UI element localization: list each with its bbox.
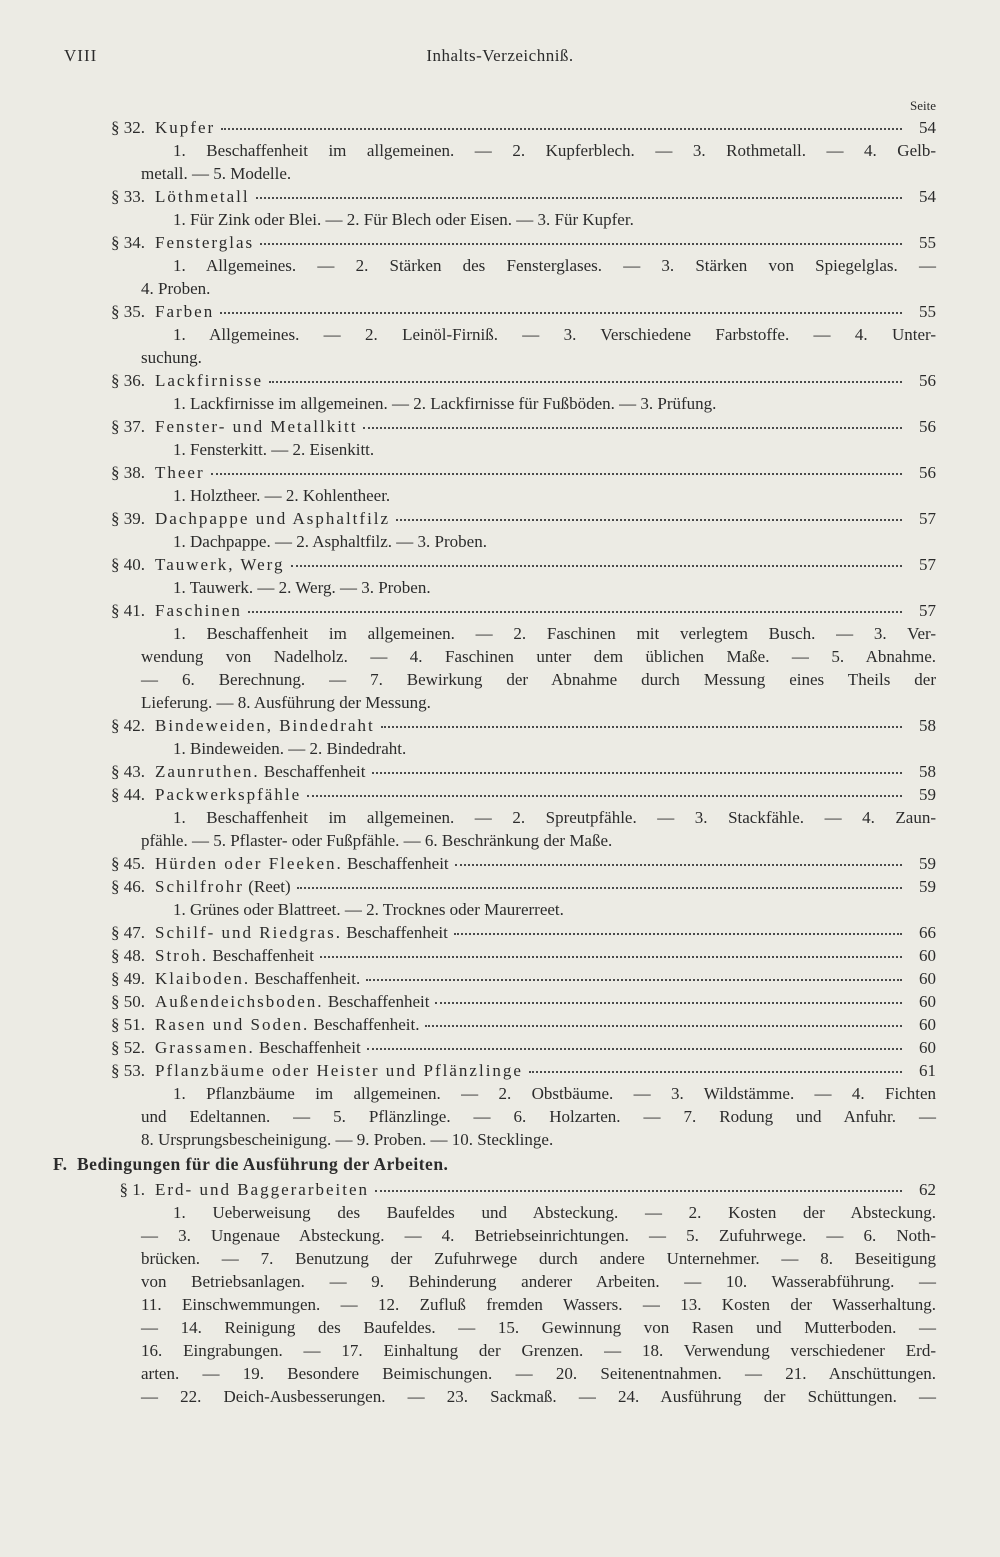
toc-subitems: [62, 1385, 936, 1408]
section-number: § 35.: [111, 302, 145, 321]
section-number: § 44.: [111, 785, 145, 804]
page-ref: 59: [919, 854, 936, 873]
entry-title-extra: Beschaffenheit.: [313, 1015, 420, 1034]
entry-title: Klaiboden.: [155, 969, 251, 988]
section-number: § 33.: [111, 187, 145, 206]
toc-entry: [62, 944, 936, 967]
toc-entry: [62, 760, 936, 783]
page-ref: 57: [919, 555, 936, 574]
toc-subitems: [62, 139, 936, 162]
toc-subitems: [62, 346, 936, 369]
dot-leader: [396, 518, 902, 521]
entry-title: Außendeichsboden.: [155, 992, 324, 1011]
page-ref: 57: [919, 509, 936, 528]
page-ref: 55: [919, 302, 936, 321]
toc-entry: [62, 714, 936, 737]
page-ref: 55: [919, 233, 936, 252]
entry-title: Fenster- und Metallkitt: [155, 417, 358, 436]
toc-entry: [62, 1178, 936, 1201]
page-ref: 58: [919, 716, 936, 735]
toc-subitems: [62, 829, 936, 852]
entry-title-wrap: [145, 185, 250, 208]
entry-title-extra: Beschaffenheit: [347, 854, 449, 873]
dot-leader: [366, 978, 902, 981]
entry-title: Stroh.: [155, 946, 209, 965]
dot-leader: [372, 771, 902, 774]
entry-title-wrap: [145, 507, 390, 530]
entry-title-wrap: [145, 599, 242, 622]
toc-entry: [62, 300, 936, 323]
entry-title-wrap: [145, 553, 285, 576]
entry-title-wrap: [145, 852, 449, 875]
entry-title-extra: Beschaffenheit: [212, 946, 314, 965]
entry-title-wrap: [145, 990, 429, 1013]
subitem-text: und Edeltannen. — 5. Pflänzlinge. — 6. Holzarten. — 7. Rodung und Anfuhr. —: [141, 1107, 936, 1126]
toc-subitems: [62, 438, 936, 461]
dot-leader: [260, 242, 902, 245]
page-ref: 60: [919, 946, 936, 965]
entry-title-wrap: [145, 461, 205, 484]
page-ref: 59: [919, 877, 936, 896]
entry-title-wrap: [145, 760, 366, 783]
toc-subitems: [62, 898, 936, 921]
subitem-text: 4. Proben.: [141, 279, 211, 298]
page-ref: 57: [919, 601, 936, 620]
dot-leader: [367, 1047, 902, 1050]
dot-leader: [269, 380, 902, 383]
toc-entry: [62, 599, 936, 622]
toc-entry: [62, 852, 936, 875]
subitem-text: 1. Fensterkitt. — 2. Eisenkitt.: [173, 440, 375, 459]
toc-subitems: [62, 323, 936, 346]
toc-subitems: [62, 622, 936, 645]
subitem-text: 11. Einschwemmungen. — 12. Zufluß fremden Wassers. — 13. Kosten der Wasserhaltung.: [141, 1295, 936, 1314]
entry-title: Theer: [155, 463, 205, 482]
toc-subitems: [62, 1293, 936, 1316]
entry-title-wrap: [145, 783, 301, 806]
toc-entry: [62, 231, 936, 254]
dot-leader: [425, 1024, 902, 1027]
subitem-text: 1. Allgemeines. — 2. Leinöl-Firniß. — 3. Verschiedene Farbstoffe. — 4. Unter-: [173, 325, 936, 344]
page-ref: 66: [919, 923, 936, 942]
toc-subitems: [62, 691, 936, 714]
dot-leader: [363, 426, 902, 429]
subitem-text: 1. Allgemeines. — 2. Stärken des Fensterglases. — 3. Stärken von Spiegelglas. —: [173, 256, 936, 275]
page-ref: 61: [919, 1061, 936, 1080]
section-number: § 47.: [111, 923, 145, 942]
subitem-text: — 6. Berechnung. — 7. Bewirkung der Abnahme durch Messung eines Theils der: [141, 670, 936, 689]
dot-leader: [221, 127, 902, 130]
toc-subitems: [62, 1201, 936, 1224]
toc-subitems: [62, 1247, 936, 1270]
subitem-text: 16. Eingrabungen. — 17. Einhaltung der Grenzen. — 18. Verwendung verschiedener Erd-: [141, 1341, 936, 1360]
page-ref: 54: [919, 118, 936, 137]
entry-title-wrap: [145, 369, 263, 392]
entry-title-wrap: [145, 1178, 369, 1201]
subitem-text: — 3. Ungenaue Absteckung. — 4. Betriebseinrichtungen. — 5. Zufuhrwege. — 6. Noth-: [141, 1226, 936, 1245]
entry-title-wrap: [145, 1013, 419, 1036]
dot-leader: [320, 955, 902, 958]
part-title: Bedingungen für die Ausführung der Arbeiten.: [77, 1154, 449, 1174]
subitem-text: von Betriebsanlagen. — 9. Behinderung anderer Arbeiten. — 10. Wasserabführung. —: [141, 1272, 936, 1291]
toc-subitems: [62, 392, 936, 415]
section-number: § 50.: [111, 992, 145, 1011]
entry-title-wrap: [145, 1036, 361, 1059]
dot-leader: [454, 932, 902, 935]
toc-subitems: [62, 484, 936, 507]
page-ref: 60: [919, 992, 936, 1011]
entry-title-extra: Beschaffenheit.: [254, 969, 361, 988]
entry-title: Zaunruthen.: [155, 762, 260, 781]
section-number: § 36.: [111, 371, 145, 390]
dot-leader: [381, 725, 902, 728]
entry-title-wrap: [145, 415, 357, 438]
toc-entry: [62, 553, 936, 576]
page-ref: 58: [919, 762, 936, 781]
subitem-text: 1. Tauwerk. — 2. Werg. — 3. Proben.: [173, 578, 431, 597]
toc-entry: [62, 461, 936, 484]
entry-title-wrap: [145, 300, 214, 323]
entry-title-wrap: [145, 921, 448, 944]
page-ref: 62: [919, 1180, 936, 1199]
section-number: § 51.: [111, 1015, 145, 1034]
page-ref: 60: [919, 969, 936, 988]
subitem-text: — 22. Deich-Ausbesserungen. — 23. Sackmaß. — 24. Ausführung der Schüttungen. —: [141, 1387, 936, 1406]
entry-title-extra: Beschaffenheit: [327, 992, 430, 1011]
entry-title-extra: Beschaffenheit: [259, 1038, 361, 1057]
toc-lines: [53, 116, 936, 1408]
subitem-text: 1. Grünes oder Blattreet. — 2. Trocknes oder Maurerreet.: [173, 900, 564, 919]
subitem-text: 1. Dachpappe. — 2. Asphaltfilz. — 3. Proben.: [173, 532, 487, 551]
table-of-contents: [53, 98, 936, 1408]
entry-title: Grassamen.: [155, 1038, 255, 1057]
subitem-text: arten. — 19. Besondere Beimischungen. — 20. Seitenentnahmen. — 21. Anschüttungen.: [141, 1364, 936, 1383]
page-header: [0, 46, 1000, 72]
dot-leader: [307, 794, 902, 797]
toc-subitems: [62, 1339, 936, 1362]
section-number: § 53.: [111, 1061, 145, 1080]
dot-leader: [248, 610, 902, 613]
toc-entry: [62, 185, 936, 208]
dot-leader: [375, 1189, 902, 1192]
subitem-text: suchung.: [141, 348, 202, 367]
entry-title-wrap: [145, 714, 375, 737]
subitem-text: metall. — 5. Modelle.: [141, 164, 292, 183]
page-ref: 56: [919, 371, 936, 390]
toc-subitems: [62, 576, 936, 599]
section-number: § 38.: [111, 463, 145, 482]
subitem-text: 1. Beschaffenheit im allgemeinen. — 2. Kupferblech. — 3. Rothmetall. — 4. Gelb-: [173, 141, 936, 160]
toc-entry: [62, 967, 936, 990]
subitem-text: 1. Bindeweiden. — 2. Bindedraht.: [173, 739, 407, 758]
page-ref: 59: [919, 785, 936, 804]
entry-title: Dachpappe und Asphaltfilz: [155, 509, 391, 528]
dot-leader: [455, 863, 902, 866]
page-ref: 54: [919, 187, 936, 206]
section-number: § 42.: [111, 716, 145, 735]
entry-title: Farben: [155, 302, 215, 321]
toc-subitems: [62, 806, 936, 829]
toc-subitems: [62, 1128, 936, 1151]
section-number: § 46.: [111, 877, 145, 896]
entry-title: Bindeweiden, Bindedraht: [155, 716, 375, 735]
toc-entry: [62, 507, 936, 530]
entry-title-extra: (Reet): [248, 877, 291, 896]
entry-title: Fensterglas: [155, 233, 255, 252]
page-ref: 56: [919, 463, 936, 482]
toc-subitems: [62, 1082, 936, 1105]
entry-title-extra: Beschaffenheit: [346, 923, 448, 942]
page-ref: 56: [919, 417, 936, 436]
section-number: § 48.: [111, 946, 145, 965]
section-number: § 43.: [111, 762, 145, 781]
subitem-text: 1. Pflanzbäume im allgemeinen. — 2. Obstbäume. — 3. Wildstämme. — 4. Fichten: [173, 1084, 936, 1103]
toc-entry: [62, 875, 936, 898]
subitem-text: — 14. Reinigung des Baufeldes. — 15. Gewinnung von Rasen und Mutterboden. —: [141, 1318, 936, 1337]
toc-subitems: [62, 1270, 936, 1293]
section-number: § 39.: [111, 509, 145, 528]
dot-leader: [211, 472, 902, 475]
entry-title: Lackfirnisse: [155, 371, 264, 390]
subitem-text: 1. Holztheer. — 2. Kohlentheer.: [173, 486, 391, 505]
toc-subitems: [62, 254, 936, 277]
section-number: § 37.: [111, 417, 145, 436]
subitem-text: Lieferung. — 8. Ausführung der Messung.: [141, 693, 431, 712]
page-ref: 60: [919, 1038, 936, 1057]
page-column-label: Seite: [910, 98, 936, 113]
dot-leader: [256, 196, 902, 199]
entry-title-wrap: [145, 944, 314, 967]
toc-entry: [62, 415, 936, 438]
dot-leader: [435, 1001, 902, 1004]
entry-title: Schilf- und Riedgras.: [155, 923, 342, 942]
page-number: VIII: [64, 46, 98, 65]
section-number: § 45.: [111, 854, 145, 873]
toc-entry: [62, 921, 936, 944]
dot-leader: [291, 564, 902, 567]
entry-title-wrap: [145, 116, 215, 139]
section-number: § 41.: [111, 601, 145, 620]
subitem-text: 1. Beschaffenheit im allgemeinen. — 2. Faschinen mit verlegtem Busch. — 3. Ver-: [173, 624, 936, 643]
part-letter: F.: [53, 1154, 68, 1174]
toc-subitems: [62, 1316, 936, 1339]
toc-entry: [62, 1036, 936, 1059]
section-number: § 49.: [111, 969, 145, 988]
section-number: § 52.: [111, 1038, 145, 1057]
entry-title: Hürden oder Fleeken.: [155, 854, 343, 873]
section-number: § 1.: [119, 1180, 145, 1199]
toc-subitems: [62, 668, 936, 691]
toc-entry: [62, 369, 936, 392]
toc-entry: [62, 116, 936, 139]
toc-entry: [62, 783, 936, 806]
subitem-text: 1. Für Zink oder Blei. — 2. Für Blech oder Eisen. — 3. Für Kupfer.: [173, 210, 634, 229]
subitem-text: 1. Beschaffenheit im allgemeinen. — 2. Spreutpfähle. — 3. Stackfähle. — 4. Zaun-: [173, 808, 936, 827]
dot-leader: [297, 886, 902, 889]
entry-title-wrap: [145, 1059, 523, 1082]
dot-leader: [220, 311, 902, 314]
toc-subitems: [62, 277, 936, 300]
entry-title: Schilfrohr: [155, 877, 244, 896]
page-ref: 60: [919, 1015, 936, 1034]
entry-title-wrap: [145, 231, 254, 254]
toc-subitems: [62, 1362, 936, 1385]
section-number: § 32.: [111, 118, 145, 137]
toc-subitems: [62, 162, 936, 185]
toc-subitems: [62, 737, 936, 760]
section-number: § 40.: [111, 555, 145, 574]
entry-title: Erd- und Baggerarbeiten: [155, 1180, 370, 1199]
subitem-text: pfähle. — 5. Pflaster- oder Fußpfähle. — 6. Beschränkung der Maße.: [141, 831, 613, 850]
toc-entry: [62, 1013, 936, 1036]
entry-title-wrap: [145, 967, 360, 990]
entry-title: Pflanzbäume oder Heister und Pflänzlinge: [155, 1061, 523, 1080]
entry-title: Faschinen: [155, 601, 242, 620]
toc-subitems: [62, 1224, 936, 1247]
toc-subitems: [62, 1105, 936, 1128]
subitem-text: 1. Ueberweisung des Baufeldes und Absteckung. — 2. Kosten der Absteckung.: [173, 1203, 936, 1222]
toc-entry: [62, 990, 936, 1013]
subitem-text: 1. Lackfirnisse im allgemeinen. — 2. Lackfirnisse für Fußböden. — 3. Prüfung.: [173, 394, 717, 413]
entry-title: Packwerkspfähle: [155, 785, 302, 804]
part-heading: [53, 1151, 936, 1178]
subitem-text: brücken. — 7. Benutzung der Zufuhrwege durch andere Unternehmer. — 8. Beseitigung: [141, 1249, 936, 1268]
entry-title: Tauwerk, Werg: [155, 555, 285, 574]
toc-subitems: [62, 530, 936, 553]
toc-entry: [62, 1059, 936, 1082]
entry-title-extra: Beschaffenheit: [263, 762, 366, 781]
dot-leader: [529, 1070, 902, 1073]
toc-subitems: [62, 208, 936, 231]
entry-title: Rasen und Soden.: [155, 1015, 310, 1034]
subitem-text: wendung von Nadelholz. — 4. Faschinen unter dem üblichen Maße. — 5. Abnahme.: [141, 647, 936, 666]
subitem-text: 8. Ursprungsbescheinigung. — 9. Proben. — 10. Stecklinge.: [141, 1130, 554, 1149]
entry-title: Löthmetall: [155, 187, 250, 206]
toc-subitems: [62, 645, 936, 668]
entry-title-wrap: [145, 875, 291, 898]
entry-title: Kupfer: [155, 118, 216, 137]
page-title: Inhalts-Verzeichniß.: [426, 46, 574, 65]
section-number: § 34.: [111, 233, 145, 252]
